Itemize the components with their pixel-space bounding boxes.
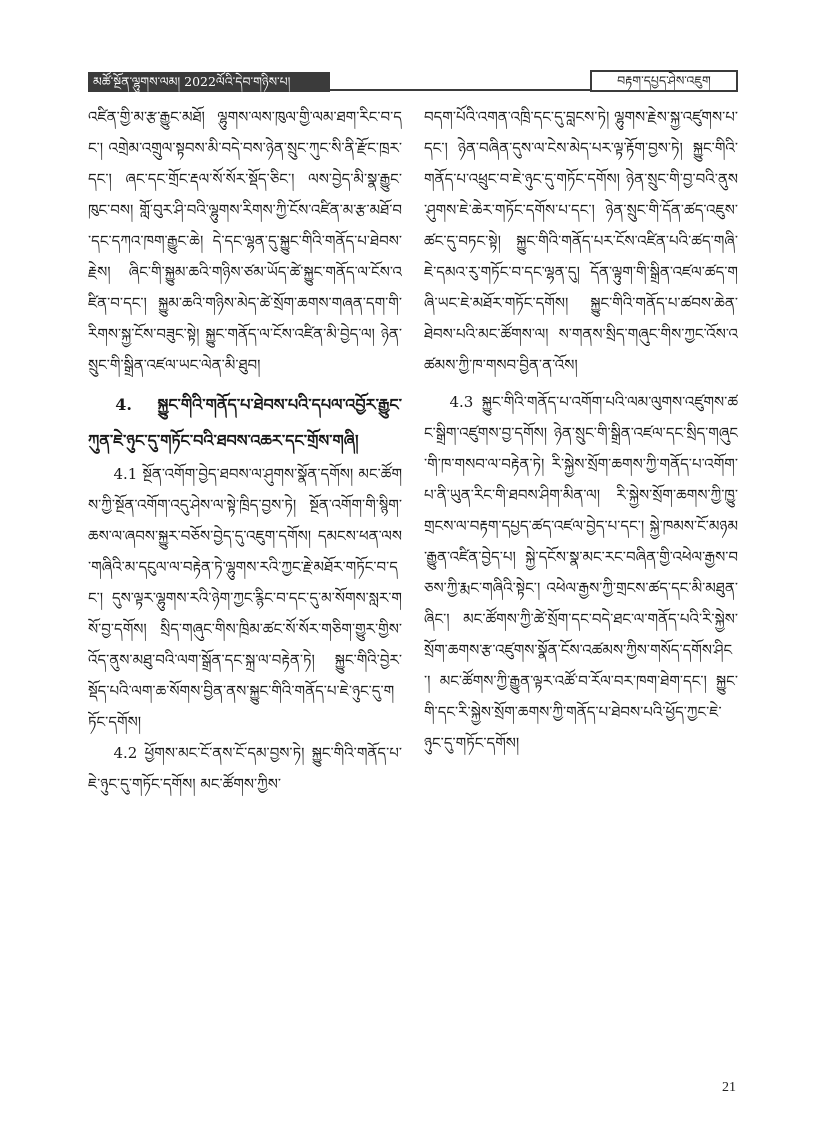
paragraph-continued-right: བདག་པོའི་འགན་འཁྲི་དང་དུ་བླངས་ཏེ། ལྷུགས་རྗེས་སྐྱ་འཛུགས་པ་དང་། ཉེན་བཞིན་དུས་ལ་ངེས་མེད་པར་ལྟ་རྟོག་བྱས་ཏེ། སྐྱུང་གིའི་གནོད་པ་འཕྲུང་བ་ཇེ་ཉུང་དུ་གཏོང་དགོས། ཉེན་སྲུང་གི་བྱ་བའི་ནུས་ཤུགས་ཇེ་ཆེར་གཏོང་དགོས་པ་དང་། ཉེན་སྲུང་གི་དོན་ཚད་འཇུས་ཚང་དུ་བཏང་སྟེ། སྐྱུང་གིའི་གནོད་པར་ངོས་འཛིན་པའི་ཚད་གཞི་ཇེ་དམའ་རུ་གཏོང་བ་དང་ལྷན་དུ། དོན་ལྟུག་གི་སྒྲིན་འཛལ་ཚད་གཞི་ཡང་ཇེ་མཐོར་གཏོང་དགོས། སྐྱུང་གིའི་གནོད་པ་ཚབས་ཆེན་ཐེབས་པའི་མང་ཚོགས་ལ། ས་གནས་སྲིད་གཞུང་གིས་ཀྱང་འོས་འཚམས་ཀྱི་ཁ་གསབ་བྱིན་ན་འོས། xyxy=(424,108,738,374)
paragraph-4-3: 4.3 སྐྱུང་གིའི་གནོད་པ་འགོག་པའི་ལམ་ལུགས་འཛུགས་ཚང་སྒྲིག་འཛུགས་བྱ་དགོས། ཉེན་སྲུང་གི་སྒྲིན་འཛལ་དང་སྲིད་གཞུང་གི་ཁ་གསབ་ལ་བརྟེན་ཏེ། རི་སྐྱེས་སྲོག་ཆགས་ཀྱི་གནོད་པ་འགོག་པ་ནི་ཡུན་རིང་གི་ཐབས་ཤིག་མིན་ལ། རི་སྐྱེས་སྲོག་ཆགས་ཀྱི་ཁྱུ་གྲངས་ལ་བརྟག་དཔྱད་ཚད་འཛལ་བྱེད་པ་དང་། སྐྱེ་ཁམས་ངོ་མཉམ་རྒྱུན་འཛིན་བྱེད་པ། སྐྱེ་དངོས་སྣ་མང་རང་བཞིན་གྱི་འཕེལ་རྒྱས་བཅས་ཀྱི་རྨང་གཞིའི་སྟེང་། འཕེལ་རྒྱས་ཀྱི་གྲངས་ཚད་དང་མི་མཐུན་ཞིང་། མང་ཚོགས་ཀྱི་ཚེ་སྲོག་དང་བདེ་ཐང་ལ་གནོད་པའི་རི་སྐྱེས་སྲོག་ཆགས་རྩ་འཛུགས་སྣོན་ངོས་འཚམས་ཀྱིས་གསོད་དགོས་ཤིང་། མང་ཚོགས་ཀྱི་རྒྱུན་ལྟར་འཚོ་བ་རོལ་བར་ཁག་ཐེག་དང་། སྐྱུང་གི་དང་རི་སྐྱེས་སྲོག་ཆགས་ཀྱི་གནོད་པ་ཐེབས་པའི་ཕྱོད་ཀྱང་ཇེ་ཉུང་དུ་གཏོང་དགོས། xyxy=(424,393,738,752)
section-heading-4: 4. སྐྱུང་གིའི་གནོད་པ་ཐེབས་པའི་དཔལ་འབྱོར་རྒྱུང་ཀུན་ཇེ་ཉུང་དུ་གཏོང་བའི་ཐབས་འཆར་དང་གྲོས་གཞི། xyxy=(88,395,402,450)
journal-title: མཚོ་སྔོན་ལྷུགས་ལམ། 2022ལོའི་དེབ་གཉིས་པ། xyxy=(88,72,330,92)
paragraph-4-2: 4.2 ཕྱོགས་མང་ངོ་ནས་ངོ་དམ་བྱས་ཏེ། སྐྱུང་གིའི་གནོད་པ་ཇེ་ཉུང་དུ་གཏོང་དགོས། མང་ཚོགས་ཀྱིས་ xyxy=(88,744,402,793)
running-header xyxy=(88,72,738,92)
paragraph-4-1: 4.1 སྔོན་འགོག་བྱེད་ཐབས་ལ་ཤུགས་སྣོན་དགོས། མང་ཚོགས་ཀྱི་སྔོན་འགོག་འདུ་ཤེས་ལ་སྟེ་ཁྲིད་བྱས་ཏེ། སྔོན་འགོག་གི་སྙིག་ཆས་ལ་ཞབས་སྐྱུར་བཅོས་བྱེད་དུ་འཇུག་དགོས། དམངས་ཕན་ལས་གཞིའི་མ་དངུལ་ལ་བརྟེན་ཏེ་ལྷུགས་རའི་ཀྱང་རྗེ་མཐོར་གཏོང་བ་དང་། དུས་ལྟར་ལྷུགས་རའི་ཉེག་ཀྱང་རྙིང་བ་དང་དུ་མ་སོགས་སླར་གསོ་བྱ་དགོས། སྲིད་གཞུང་གིས་ཁྲིམ་ཚང་སོ་སོར་གཅིག་གྱུར་གྱིས་འོད་ནུས་མཐུ་བའི་ལག་སྒྲོན་དང་སྐྲ་ལ་བརྟེན་ཏེ། སྐྱུང་གིའི་བྱེར་སྡོད་པའི་ལག་ཆ་སོགས་བྱིན་ནས་སྐྱུང་གིའི་གནོད་པ་ཇེ་ཉུང་དུ་གཏོང་དགོས། xyxy=(88,465,402,731)
paragraph-continued: འཛིན་གྱི་མ་རྩ་རྒྱུང་མཐོ། ལྷུགས་ལས་ཁུལ་གྱི་ལམ་ཐག་རིང་བ་དང་། འགྲེམ་འགྲུལ་སྟབས་མི་བདེ་བས་ཉེན་སྲུང་ཀུང་སི་ནི་རྫོང་ཁྲར་དང་། ཞང་དང་གྲོང་རྡལ་སོ་སོར་སྡོད་ཅིང་། ལས་བྱེད་མི་སྣ་རྒྱུང་ཁུང་བས། གློ་བུར་ཤི་བའི་ལྷུགས་རིགས་ཀྱི་ངོས་འཛིན་མ་རྩ་མཐོ་བ་དང་དཀའ་ཁག་རྒྱུང་ཆེ། དེ་དང་ལྷན་དུ་སྐྱུང་གིའི་གནོད་པ་ཐེབས་རྗེས། ཞིང་གི་སྐྱུམ་ཆའི་གཉིས་ཙམ་ཡོད་ཚེ་སྐྱུང་གནོད་ལ་ངོས་འཛིན་བ་དང་། སྐྱུམ་ཆའི་གཉིས་མེད་ཚེ་སྲོག་ཆགས་གཞན་དག་གི་རིགས་སྐྱ་ངོས་བཟུང་སྟེ། སྐྱུང་གནོད་ལ་ངོས་འཛིན་མི་བྱེད་ལ། ཉེན་སྲུང་གི་སྒྲིན་འཛལ་ཡང་ལེན་མི་ཐུབ། xyxy=(88,108,402,374)
article-body xyxy=(88,102,738,1062)
section-title: བརྟག་དཔྱད་ཤེས་འཇུག xyxy=(590,70,738,92)
page-number: 21 xyxy=(722,1080,736,1095)
right-column xyxy=(424,102,738,1062)
left-column xyxy=(88,102,402,1062)
